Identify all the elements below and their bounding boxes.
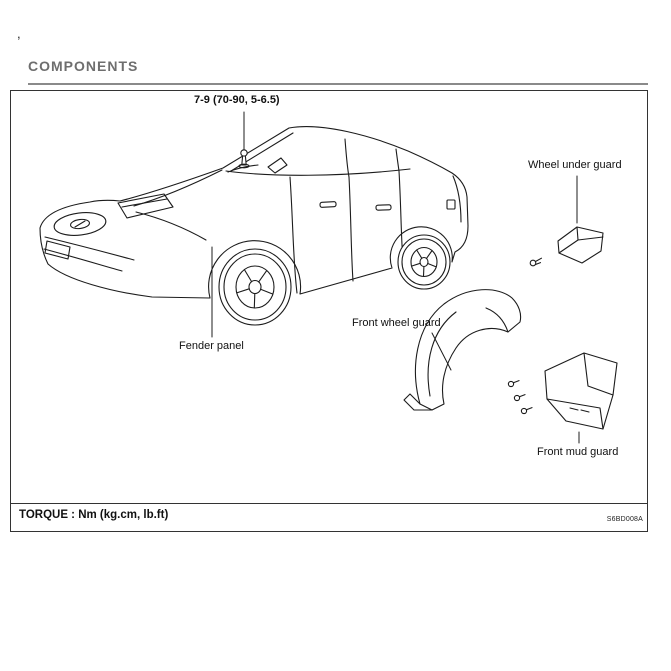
page-title: COMPONENTS — [28, 58, 139, 74]
fender-panel-label: Fender panel — [179, 340, 244, 352]
wheel-under-guard-label: Wheel under guard — [528, 159, 622, 171]
front-wheel-guard-label: Front wheel guard — [352, 317, 441, 329]
stray-comma: , — [17, 26, 21, 41]
figure-box — [10, 90, 648, 532]
figure-code: S6BD008A — [606, 516, 643, 523]
footer-divider — [11, 503, 647, 504]
front-mud-guard-label: Front mud guard — [537, 446, 619, 458]
torque-callout: 7-9 (70-90, 5-6.5) — [194, 94, 280, 106]
torque-note: TORQUE : Nm (kg.cm, lb.ft) — [19, 509, 169, 521]
